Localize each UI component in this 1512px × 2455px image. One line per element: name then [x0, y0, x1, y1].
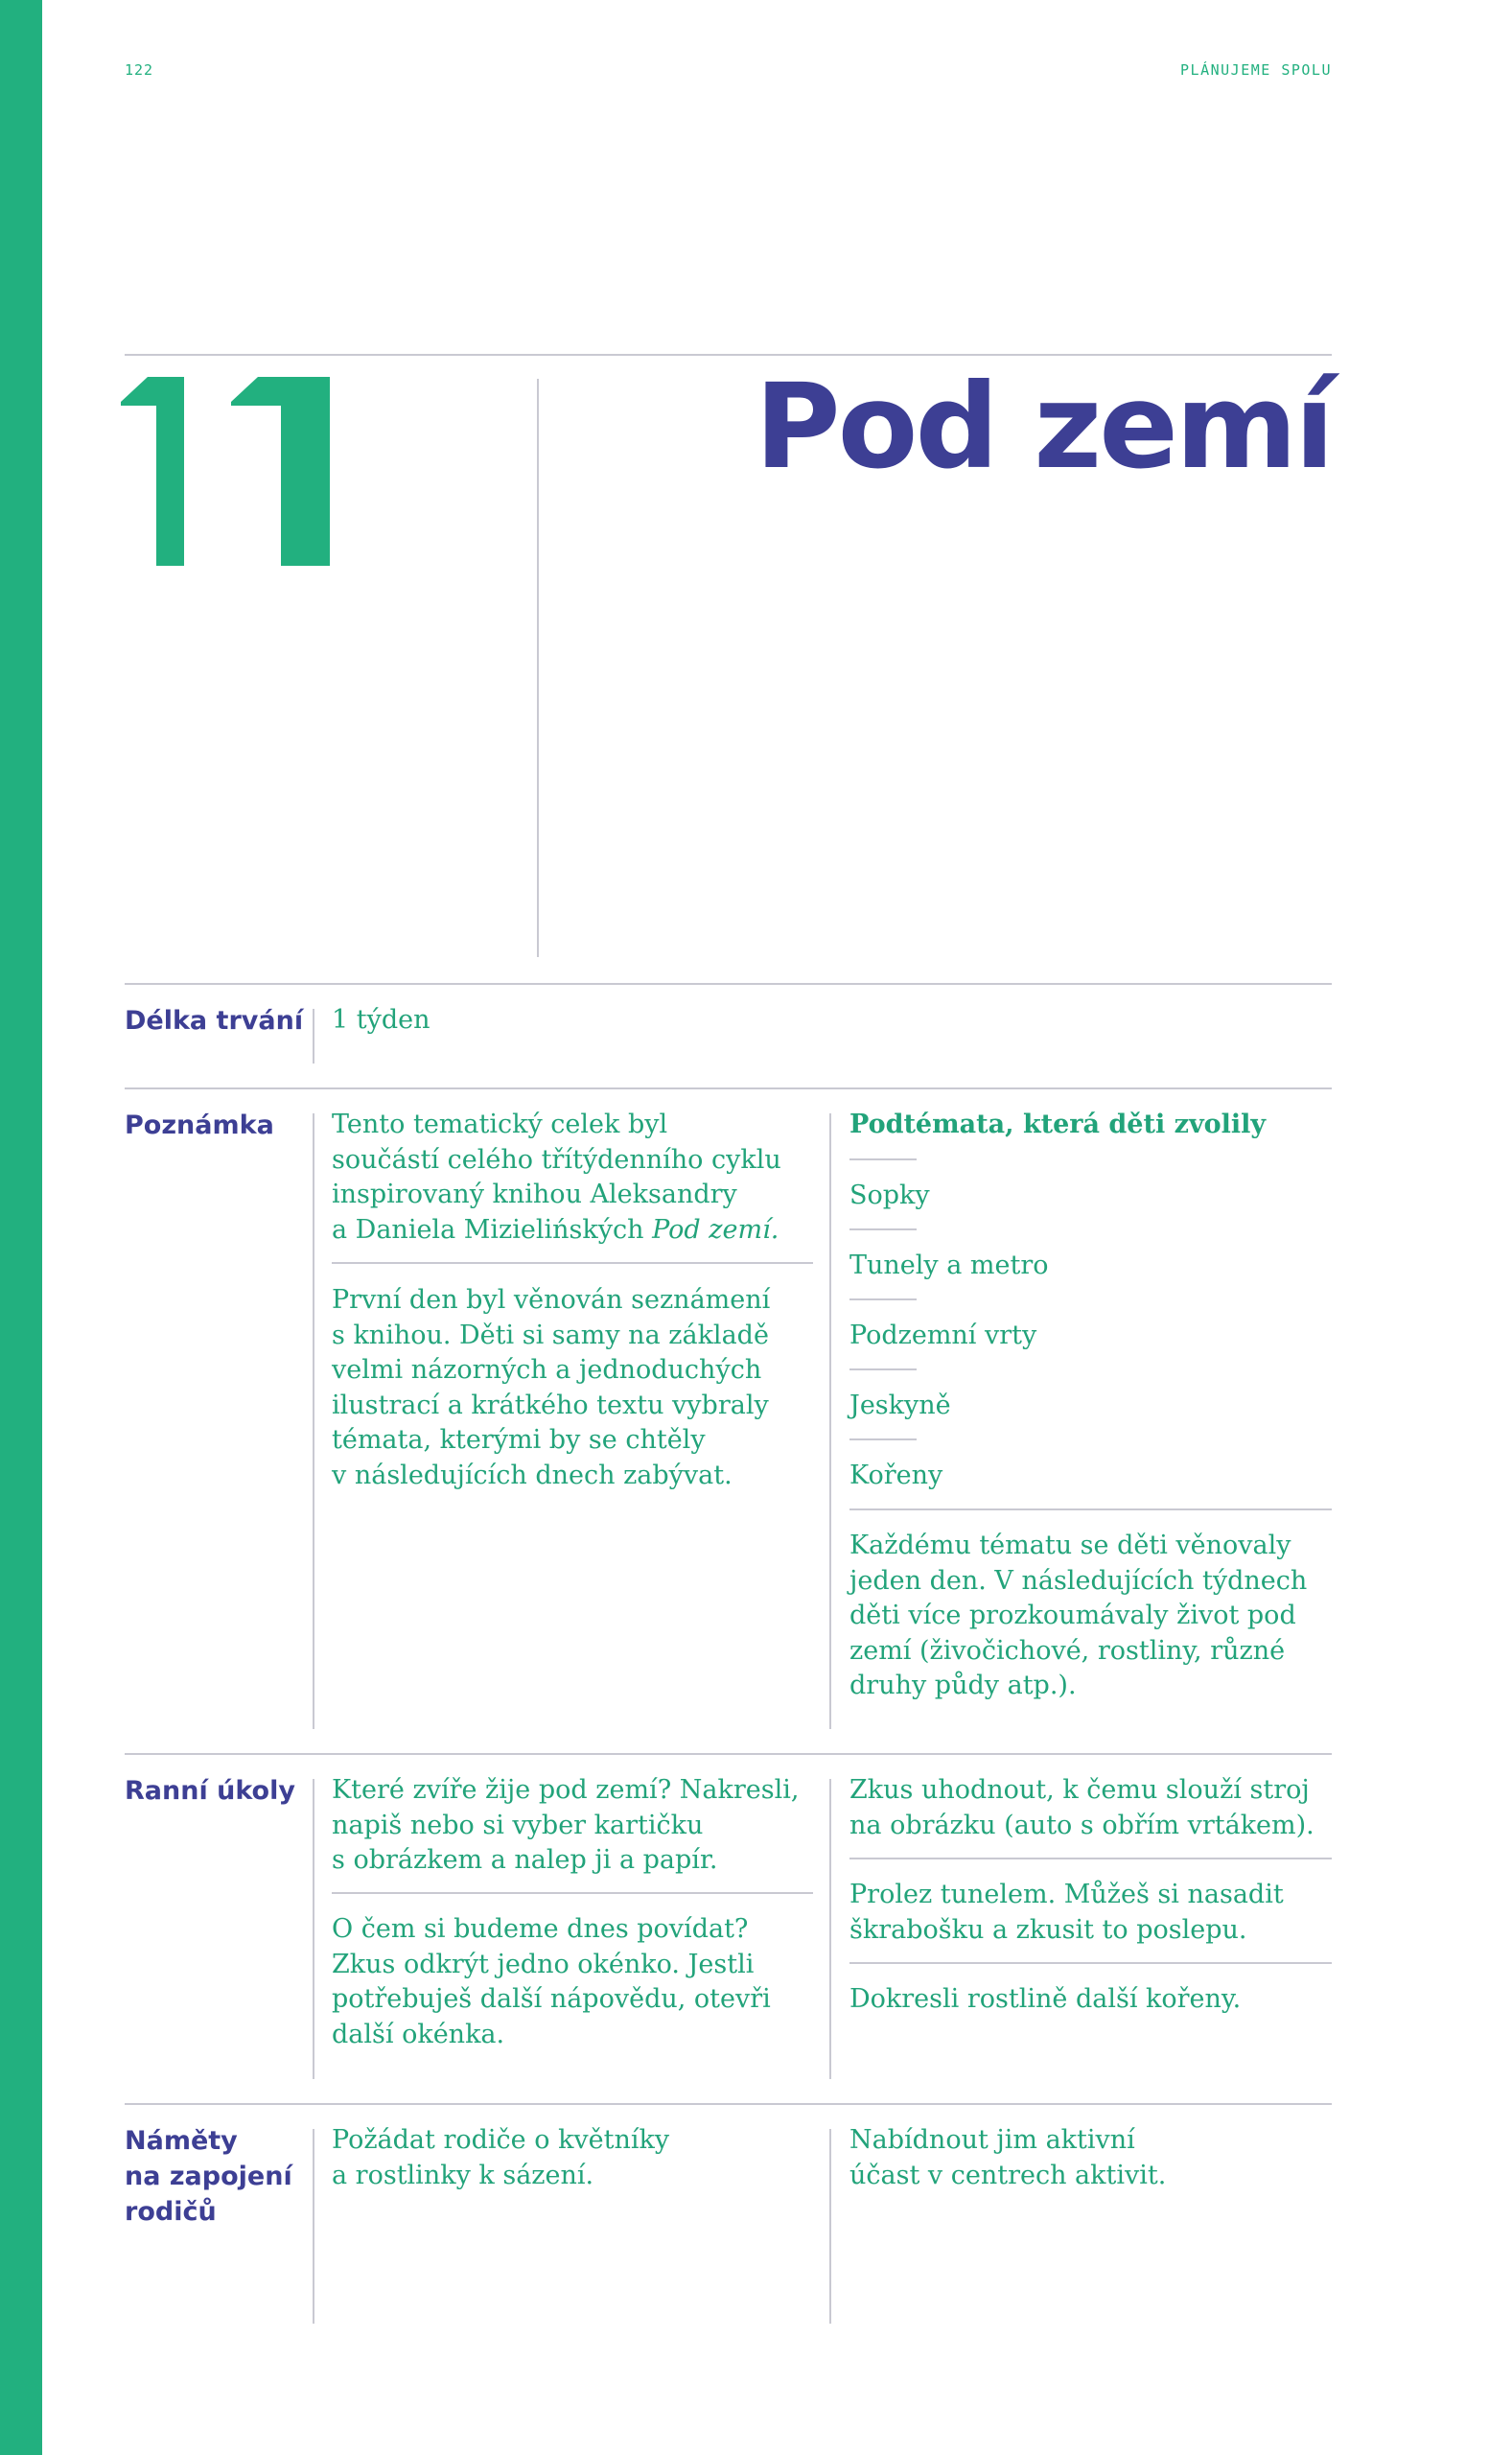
morning-task-item: Dokresli rostlině další kořeny. — [849, 1984, 1242, 2014]
morning-task-item: Zkus uhodnout, k čemu slouží stroj na obrázku (auto s obřím vrtákem). — [849, 1775, 1314, 1840]
row-rule — [125, 1087, 1332, 1089]
short-rule — [849, 1438, 917, 1440]
side-color-bar — [0, 0, 42, 2455]
chapter-number — [121, 377, 341, 569]
duration-value: 1 týden — [332, 1005, 430, 1035]
cell-rule — [849, 1508, 1332, 1510]
morning-task-item: O čem si budeme dnes povídat? Zkus odkrýt jedno okénko. Jestli potřebuješ další nápovědu, otevři další okénka. — [332, 1914, 771, 2049]
header-top-rule — [125, 354, 1332, 356]
morning-task-item: Prolez tunelem. Můžeš si nasadit škrabošku a zkusit to poslepu. — [849, 1880, 1284, 1945]
parents-label-line: rodičů — [125, 2197, 217, 2227]
row-rule — [125, 983, 1332, 985]
running-header: PLÁNUJEME SPOLU — [1180, 61, 1332, 79]
parents-label-line: Náměty — [125, 2126, 238, 2156]
column-divider — [313, 1779, 314, 2079]
column-divider — [313, 1113, 314, 1729]
parents-idea: Požádat rodiče o květníky a rostlinky k sázení. — [332, 2125, 670, 2190]
note-label: Poznámka — [125, 1111, 274, 1140]
header-divider — [537, 379, 539, 957]
short-rule — [849, 1298, 917, 1300]
short-rule — [849, 1228, 917, 1230]
subtopic-item: Kořeny — [849, 1461, 943, 1490]
note-paragraph-2: První den byl věnován seznámení s knihou. Děti si samy na základě velmi názorných a jednoduchých ilustrací a krátkého textu vybraly témata, kterými by se chtěly v následujících dnech zabývat. — [332, 1285, 771, 1490]
cell-rule — [332, 1262, 813, 1264]
subtopic-item: Tunely a metro — [849, 1251, 1049, 1280]
cell-rule — [332, 1892, 813, 1894]
short-rule — [849, 1368, 917, 1370]
cell-rule — [849, 1962, 1332, 1964]
morning-task-item: Které zvíře žije pod zemí? Nakresli, napiš nebo si vyber kartičku s obrázkem a nalep ji a papír. — [332, 1775, 800, 1875]
row-rule — [125, 2103, 1332, 2105]
note-paragraph-1 — [332, 1108, 830, 1248]
subtopics-heading: Podtémata, která děti zvolily — [849, 1110, 1267, 1139]
morning-tasks-label: Ranní úkoly — [125, 1776, 295, 1806]
subtopic-item: Jeskyně — [849, 1391, 951, 1420]
row-rule — [125, 1753, 1332, 1755]
subtopic-item: Sopky — [849, 1181, 930, 1210]
parents-label-line: na zapojení — [125, 2162, 292, 2191]
page-number: 122 — [125, 61, 154, 79]
parents-label — [125, 2123, 292, 2230]
note-closing: Každému tématu se děti věnovaly jeden den. V následujících týdnech děti více prozkoumávaly život pod zemí (živočichové, rostliny, různé druhy půdy atp.). — [849, 1531, 1308, 1700]
book-title: Pod zemí. — [652, 1214, 779, 1245]
short-rule — [849, 1158, 917, 1160]
column-divider — [313, 1009, 314, 1064]
cell-rule — [849, 1858, 1332, 1859]
parents-idea: Nabídnout jim aktivní účast v centrech aktivit. — [849, 2125, 1167, 2190]
duration-label: Délka trvání — [125, 1006, 304, 1036]
column-divider — [313, 2129, 314, 2324]
chapter-title: Pod zemí — [755, 359, 1332, 495]
subtopic-item: Podzemní vrty — [849, 1321, 1037, 1350]
note-paragraph-1-text: Tento tematický celek byl součástí celého třítýdenního cyklu inspirovaný knihou Aleksandry a Daniela Mizielińských — [332, 1110, 781, 1245]
